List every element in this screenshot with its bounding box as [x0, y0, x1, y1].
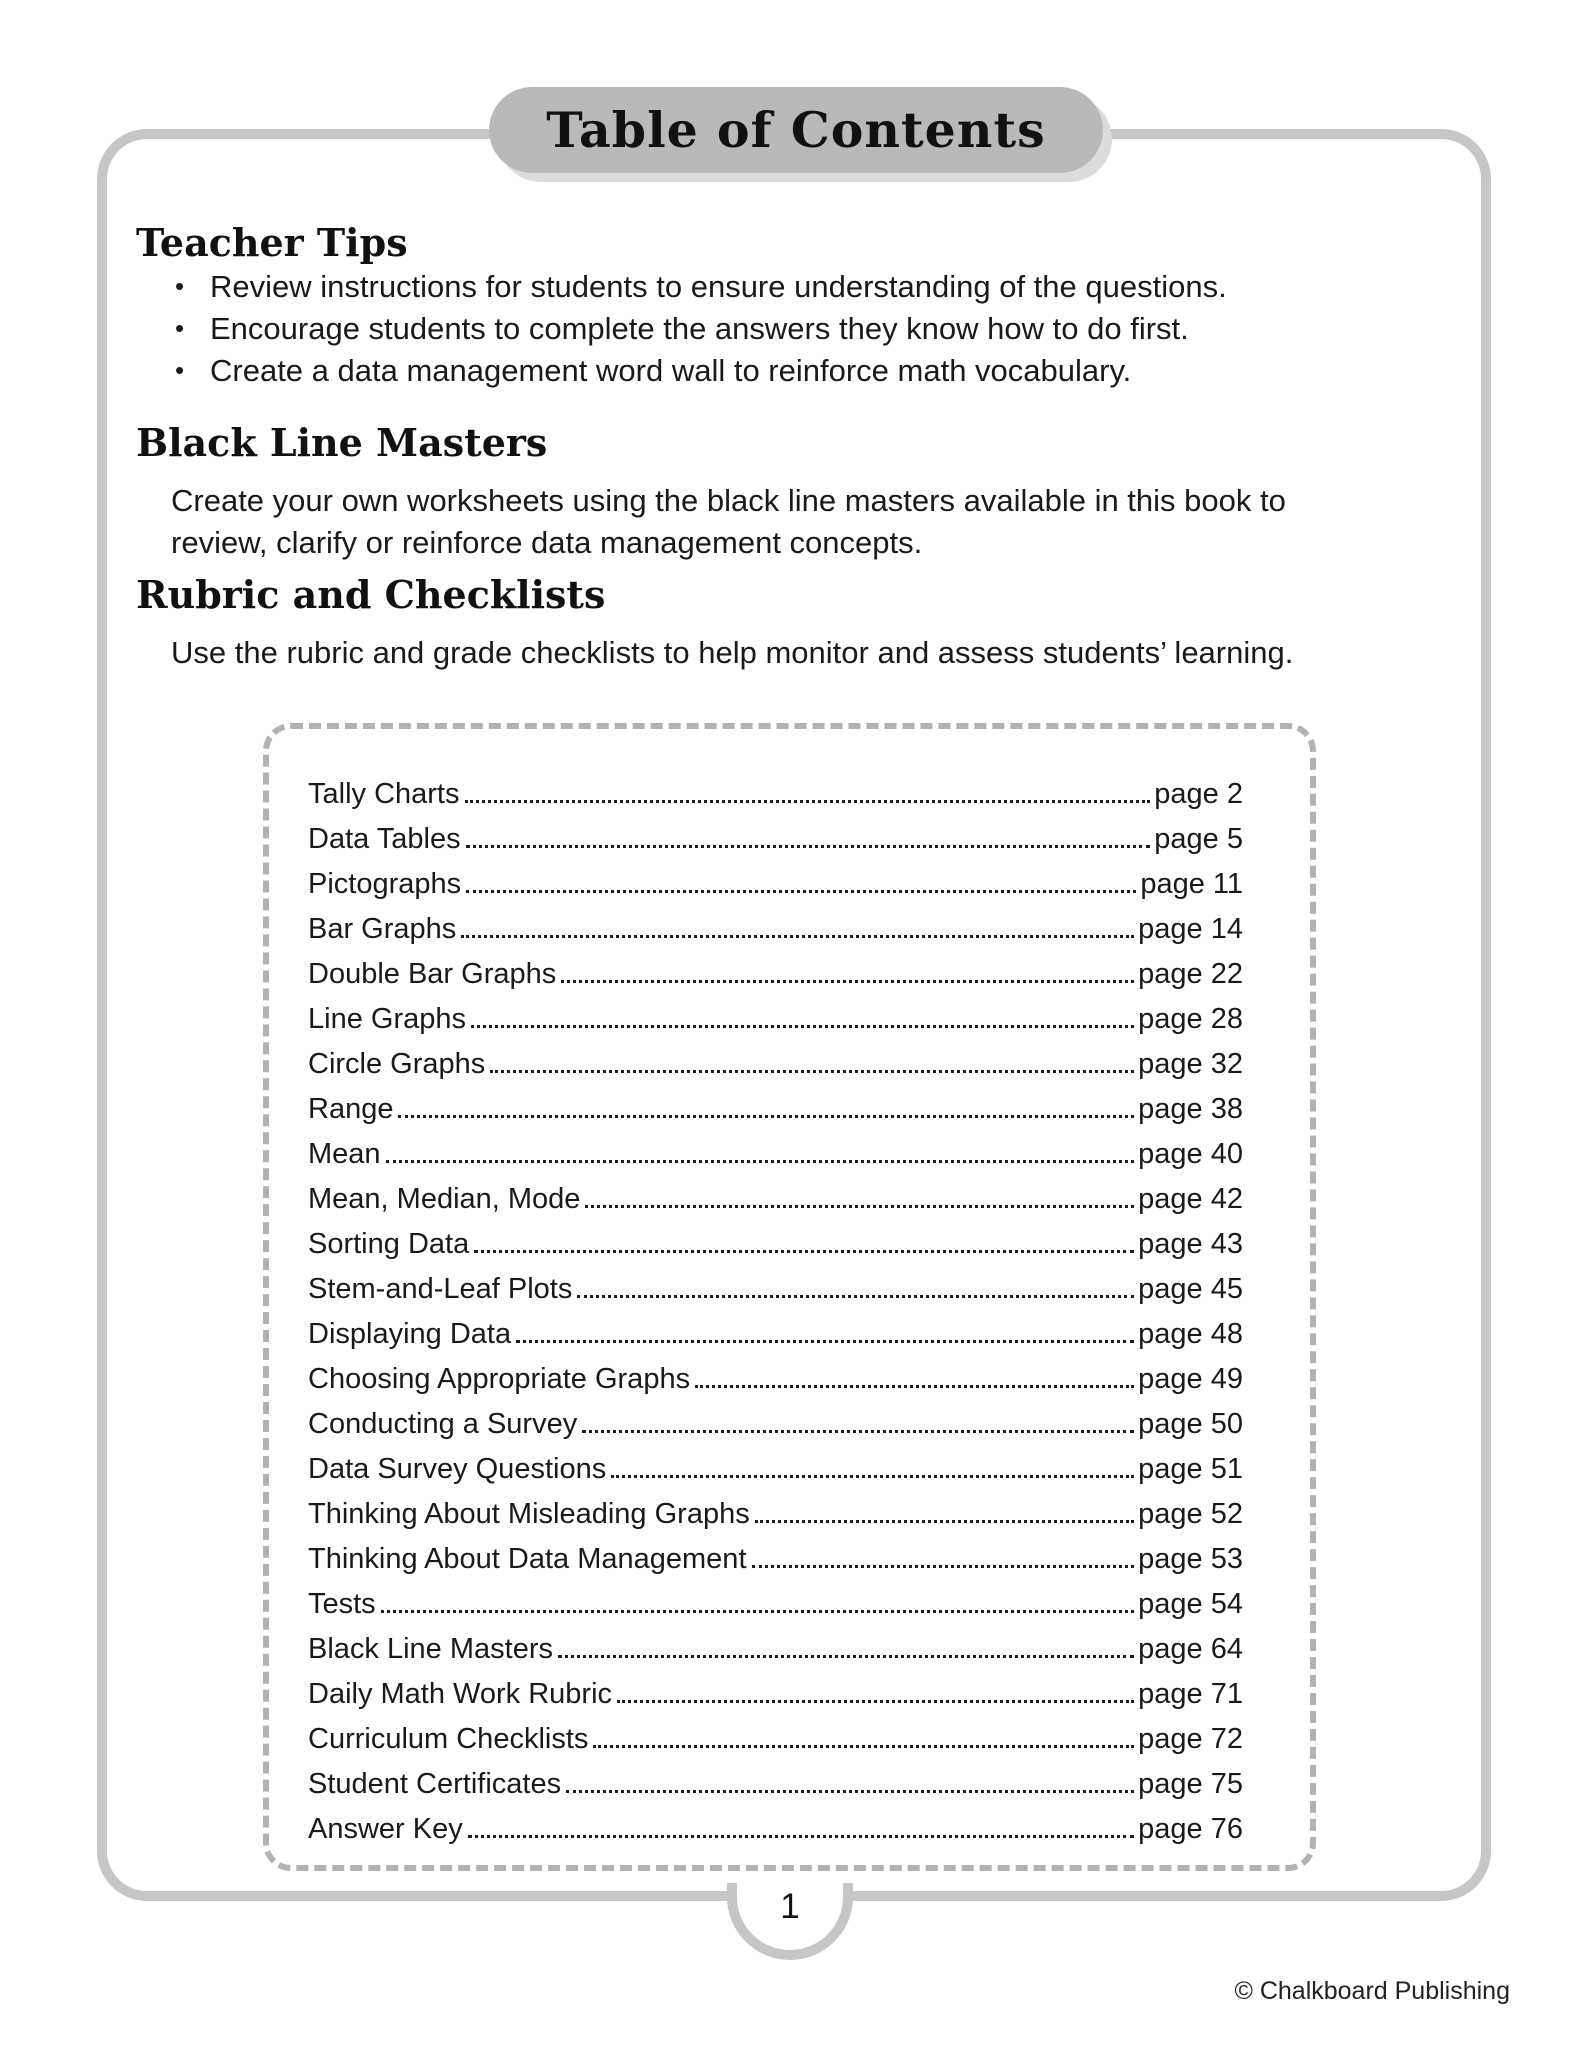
toc-entry-page: page 54	[1138, 1588, 1243, 1620]
section-heading-teacher-tips: Teacher Tips	[136, 220, 408, 265]
toc-entry	[308, 991, 1243, 1036]
bullet-icon: •	[175, 313, 185, 343]
toc-entry-title: Tally Charts	[308, 778, 460, 810]
dot-leader	[577, 1295, 1134, 1298]
toc-entry-page: page 40	[1138, 1138, 1243, 1170]
toc-entry-title: Daily Math Work Rubric	[308, 1678, 613, 1710]
dot-leader	[381, 1610, 1134, 1613]
toc-entry-page: page 28	[1138, 1003, 1243, 1035]
toc-entry-title: Pictographs	[308, 868, 462, 900]
dot-leader	[695, 1385, 1134, 1388]
dot-leader	[585, 1205, 1134, 1208]
dot-leader	[461, 935, 1134, 938]
dot-leader	[558, 1655, 1134, 1658]
toc-entry	[308, 856, 1243, 901]
toc-entry	[308, 1126, 1243, 1171]
toc-entry	[308, 1261, 1243, 1306]
rubric-checklists-paragraph: Use the rubric and grade checklists to help monitor and assess students’ learning.	[171, 635, 1294, 670]
toc-entry-title: Line Graphs	[308, 1003, 466, 1035]
bullet-item	[173, 266, 1227, 308]
toc-entry-title: Mean	[308, 1138, 381, 1170]
toc-entry-title: Black Line Masters	[308, 1633, 553, 1665]
dot-leader	[398, 1115, 1134, 1118]
black-line-masters-paragraph: Create your own worksheets using the black line masters available in this book to review, clarify or reinforce data management concepts.	[171, 483, 1286, 560]
toc-entry-page: page 22	[1138, 958, 1243, 990]
toc-entry	[308, 946, 1243, 991]
dot-leader	[582, 1430, 1134, 1433]
page-number: 1	[780, 1887, 800, 1926]
page-title: Table of Contents	[546, 101, 1046, 159]
dot-leader	[593, 1745, 1134, 1748]
toc-entry-title: Stem-and-Leaf Plots	[308, 1273, 573, 1305]
toc-entry-title: Thinking About Data Management	[308, 1543, 747, 1575]
toc-entry-title: Student Certificates	[308, 1768, 562, 1800]
toc-entry-page: page 42	[1138, 1183, 1243, 1215]
toc-entry-page: page 38	[1138, 1093, 1243, 1125]
toc-entry-page: page 76	[1138, 1813, 1243, 1845]
dot-leader	[490, 1070, 1134, 1073]
toc-entry-page: page 45	[1138, 1273, 1243, 1305]
toc-entry	[308, 1756, 1243, 1801]
toc-entry-page: page 32	[1138, 1048, 1243, 1080]
toc-entry	[308, 1171, 1243, 1216]
dot-leader	[617, 1700, 1134, 1703]
toc-list	[308, 766, 1243, 1846]
toc-entry	[308, 1486, 1243, 1531]
bullet-icon: •	[175, 355, 185, 385]
toc-entry-title: Answer Key	[308, 1813, 463, 1845]
dot-leader	[611, 1475, 1134, 1478]
toc-entry-page: page 5	[1154, 823, 1243, 855]
dot-leader	[465, 800, 1151, 803]
toc-entry	[308, 1666, 1243, 1711]
toc-entry-title: Data Survey Questions	[308, 1453, 607, 1485]
dot-leader	[468, 1835, 1134, 1838]
toc-entry-page: page 2	[1154, 778, 1243, 810]
toc-entry	[308, 1036, 1243, 1081]
dot-leader	[471, 1025, 1134, 1028]
toc-entry	[308, 1216, 1243, 1261]
toc-entry-title: Thinking About Misleading Graphs	[308, 1498, 750, 1530]
toc-entry-title: Double Bar Graphs	[308, 958, 557, 990]
toc-entry	[308, 1801, 1243, 1846]
toc-entry-page: page 50	[1138, 1408, 1243, 1440]
bullet-icon: •	[175, 271, 185, 301]
toc-entry	[308, 1711, 1243, 1756]
toc-entry-title: Circle Graphs	[308, 1048, 486, 1080]
toc-entry	[308, 1306, 1243, 1351]
copyright-notice: © Chalkboard Publishing	[1234, 1977, 1510, 2005]
dot-leader	[516, 1340, 1134, 1343]
toc-entry-title: Conducting a Survey	[308, 1408, 578, 1440]
bullet-text: Review instructions for students to ensure understanding of the questions.	[210, 269, 1227, 304]
toc-entry	[308, 1081, 1243, 1126]
toc-entry	[308, 766, 1243, 811]
dot-leader	[466, 890, 1136, 893]
toc-entry-page: page 52	[1138, 1498, 1243, 1530]
toc-entry-title: Choosing Appropriate Graphs	[308, 1363, 691, 1395]
toc-entry-page: page 14	[1138, 913, 1243, 945]
toc-entry-title: Displaying Data	[308, 1318, 512, 1350]
contents-list-box	[263, 723, 1316, 1871]
dot-leader	[755, 1520, 1134, 1523]
bullet-item	[173, 350, 1227, 392]
toc-entry-page: page 43	[1138, 1228, 1243, 1260]
toc-entry	[308, 1621, 1243, 1666]
dot-leader	[561, 980, 1134, 983]
toc-entry-page: page 48	[1138, 1318, 1243, 1350]
toc-entry-title: Sorting Data	[308, 1228, 470, 1260]
toc-entry-page: page 53	[1138, 1543, 1243, 1575]
toc-entry-page: page 51	[1138, 1453, 1243, 1485]
toc-entry-page: page 71	[1138, 1678, 1243, 1710]
toc-entry-title: Curriculum Checklists	[308, 1723, 589, 1755]
dot-leader	[752, 1565, 1135, 1568]
toc-entry-title: Range	[308, 1093, 394, 1125]
bullet-item	[173, 308, 1227, 350]
bullet-text: Encourage students to complete the answers they know how to do first.	[210, 311, 1189, 346]
teacher-tips-bullet-list	[173, 266, 1227, 392]
toc-entry-page: page 72	[1138, 1723, 1243, 1755]
bullet-text: Create a data management word wall to reinforce math vocabulary.	[210, 353, 1132, 388]
toc-entry-page: page 49	[1138, 1363, 1243, 1395]
dot-leader	[386, 1160, 1135, 1163]
dot-leader	[566, 1790, 1134, 1793]
section-heading-black-line-masters: Black Line Masters	[136, 420, 548, 465]
section-heading-rubric-checklists: Rubric and Checklists	[136, 572, 606, 617]
toc-entry	[308, 1531, 1243, 1576]
toc-entry	[308, 901, 1243, 946]
page-number-tab	[727, 1883, 853, 1960]
toc-entry-title: Bar Graphs	[308, 913, 457, 945]
dot-leader	[474, 1250, 1134, 1253]
toc-entry-title: Tests	[308, 1588, 376, 1620]
dot-leader	[466, 845, 1151, 848]
title-banner	[489, 87, 1103, 173]
toc-entry	[308, 1396, 1243, 1441]
toc-entry-title: Data Tables	[308, 823, 461, 855]
toc-entry	[308, 1351, 1243, 1396]
toc-entry	[308, 1441, 1243, 1486]
toc-entry-page: page 75	[1138, 1768, 1243, 1800]
toc-entry-page: page 64	[1138, 1633, 1243, 1665]
toc-entry-title: Mean, Median, Mode	[308, 1183, 581, 1215]
toc-entry	[308, 1576, 1243, 1621]
toc-entry	[308, 811, 1243, 856]
toc-entry-page: page 11	[1140, 868, 1243, 900]
